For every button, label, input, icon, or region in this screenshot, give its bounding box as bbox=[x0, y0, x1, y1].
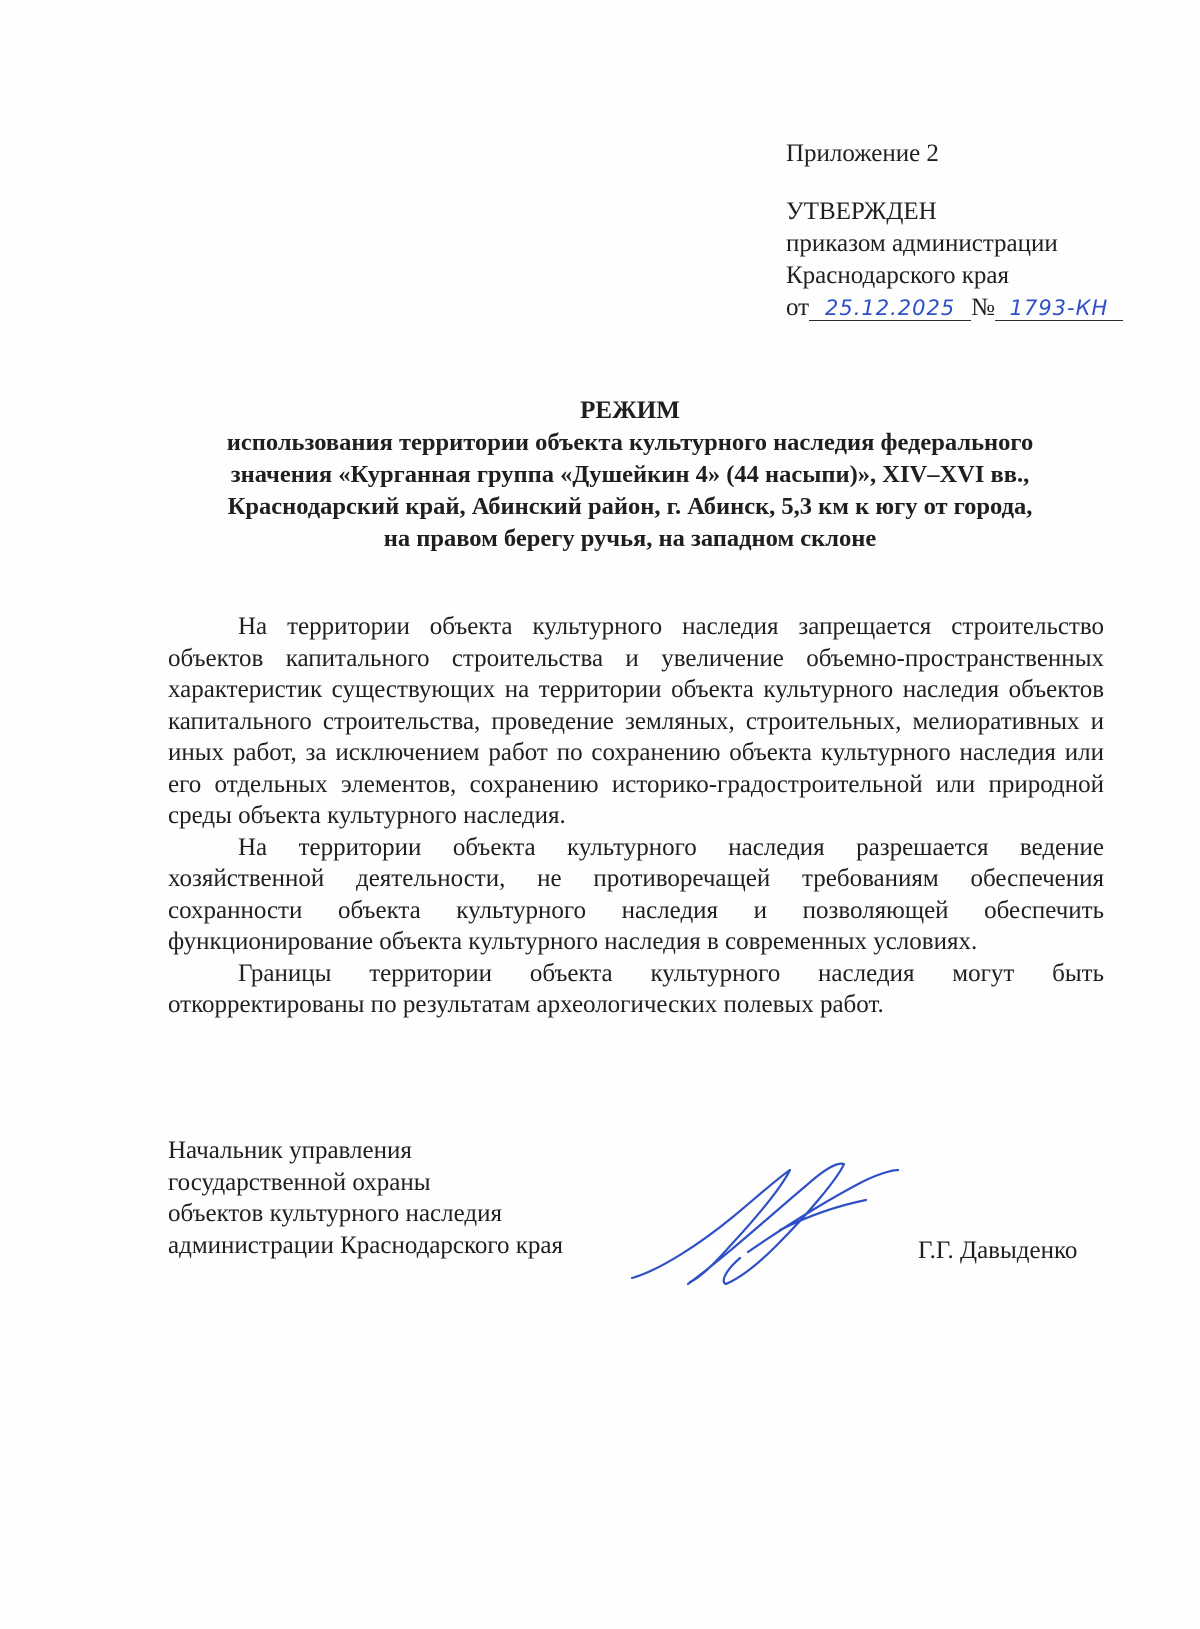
approved-label: УТВЕРЖДЕН bbox=[786, 198, 937, 225]
from-label: от bbox=[786, 294, 810, 321]
signature-strokes bbox=[632, 1164, 898, 1284]
position-line: государственной охраны bbox=[168, 1168, 431, 1196]
approval-block bbox=[786, 138, 1123, 324]
region-label: Краснодарского края bbox=[786, 262, 1009, 289]
position-line: объектов культурного наследия bbox=[168, 1200, 502, 1227]
body-paragraph: Границы территории объекта культурного наследия могут быть откорректированы по результатам археологических полевых работ. bbox=[168, 959, 1104, 1018]
title-heading: РЕЖИМ bbox=[580, 397, 680, 424]
order-label: приказом администрации bbox=[786, 230, 1058, 257]
title-line: использования территории объекта культурного наследия федерального bbox=[226, 429, 1034, 456]
signer-name: Г.Г. Давыденко bbox=[918, 1237, 1078, 1264]
handwritten-signature bbox=[630, 1160, 900, 1290]
order-number: 1793-КН bbox=[995, 296, 1123, 321]
title-line: Краснодарский край, Абинский район, г. Абинск, 5,3 км к югу от города, bbox=[227, 493, 1033, 520]
body-paragraph: На территории объекта культурного наследия запрещается строительство объектов капитального строительства и увеличение объемно-пространственных характеристик существующих на территории объекта культурного наследия объектов капитального строительства, проведение земляных, строительных, мелиоративных и иных работ, за исключением работ по сохранению объекта культурного наследия или его отдельных элементов, сохранению историко-градостроительной или природной среды объекта культурного наследия. bbox=[168, 613, 1104, 829]
appendix-label: Приложение 2 bbox=[786, 140, 939, 167]
document-body bbox=[168, 611, 1104, 1021]
position-line: Начальник управления bbox=[168, 1137, 412, 1164]
position-line: администрации Краснодарского края bbox=[168, 1231, 564, 1259]
body-paragraph: На территории объекта культурного наследия разрешается ведение хозяйственной деятельности, не противоречащей требованиям обеспечения сохранности объекта культурного наследия и позволяющей обеспечить функционирование объекта культурного наследия в современных условиях. bbox=[168, 833, 1104, 955]
order-date-number-line bbox=[786, 292, 1123, 324]
document-title bbox=[160, 395, 1100, 555]
signer-position bbox=[168, 1135, 563, 1261]
order-date: 25.12.2025 bbox=[809, 296, 971, 321]
title-line: на правом берегу ручья, на западном склоне bbox=[383, 525, 877, 552]
title-line: значения «Курганная группа «Душейкин 4» (44 насыпи)», XIV–XVI вв., bbox=[230, 461, 1030, 488]
number-label: № bbox=[971, 294, 995, 321]
